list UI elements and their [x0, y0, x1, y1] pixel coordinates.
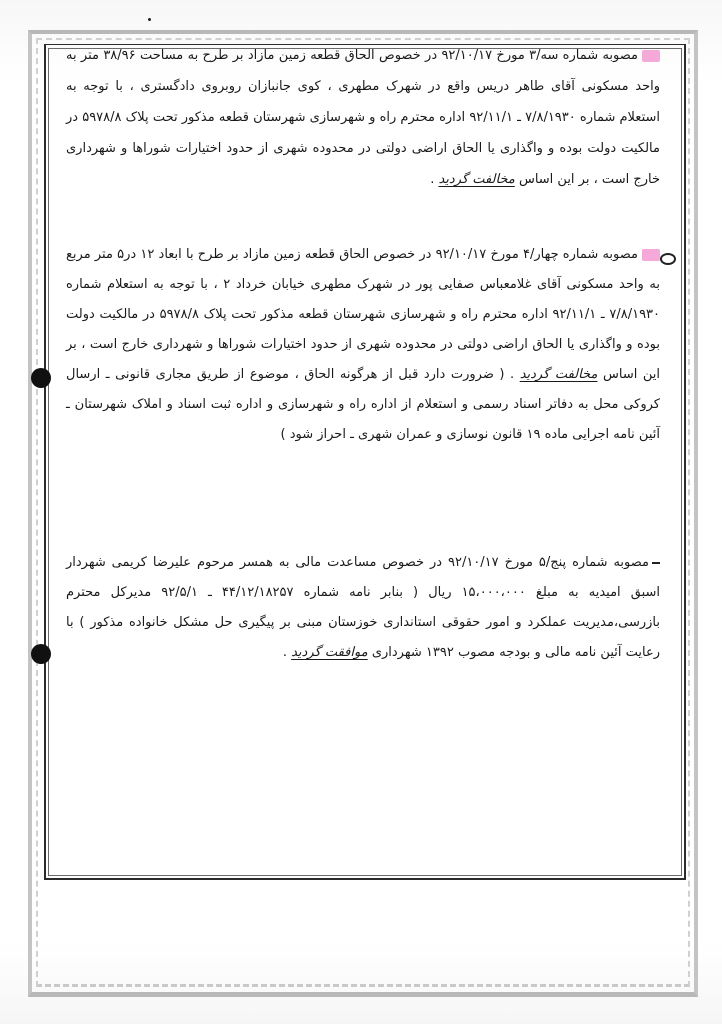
- resolution-text: مصوبه شماره سه/۳ مورخ ۹۲/۱۰/۱۷ در خصوص الحاق قطعه زمین مازاد بر طرح به مساحت ۳۸/۹۶ متر به واحد مسکونی آقای طاهر دریس واقع در شهرک مطهری ، کوی جانبازان روبروی دادگستری ، با توجه به استعلام شماره ۷/۸/۱۹۳۰ ـ ۹۲/۱۱/۱ اداره محترم راه و شهرسازی شهرستان قطعه مذکور تحت پلاک ۵۹۷۸/۸ در مالکیت دولت بوده و واگذاری یا الحاق اراضی دولتی در محدوده شهری از حدود اختیارات شوراها و شهرداری خارج است ، بر این اساس: [66, 48, 661, 187]
- handwritten-circle-mark: [660, 253, 676, 265]
- decision-label: مخالفت گردید: [519, 367, 598, 382]
- resolution-tail: .: [430, 172, 439, 187]
- resolution-text: مصوبه شماره پنج/۵ مورخ ۹۲/۱۰/۱۷ در خصوص مساعدت مالی به همسر مرحوم علیرضا کریمی شهردار اسبق امیدیه به مبلغ ۱۵،۰۰۰،۰۰۰ ریال ( بنابر نامه شماره ۴۴/۱۲/۱۸۲۵۷ ـ ۹۲/۵/۱ مدیرکل محترم بازرسی،مدیریت عملکرد و امور حقوقی استانداری خوزستان مبنی بر پیگیری حل مشکل خانواده مذکور ) با رعایت آئین نامه مالی و بودجه مصوب ۱۳۹۲ شهرداری: [66, 555, 660, 660]
- resolution-paragraph-4: [66, 240, 660, 450]
- resolution-text: مصوبه شماره چهار/۴ مورخ ۹۲/۱۰/۱۷ در خصوص الحاق قطعه زمین مازاد بر طرح با ابعاد ۱۲ در۵ متر مربع به واحد مسکونی آقای غلامعباس صفایی پور در شهرک مطهری خیابان خرداد ۲ ، با توجه به استعلام شماره ۷/۸/۱۹۳۰ ـ ۹۲/۱۱/۱ اداره محترم راه و شهرسازی شهرستان قطعه مذکور تحت پلاک ۵۹۷۸/۸ در مالکیت دولت بوده و واگذاری یا الحاق اراضی دولتی در محدوده شهری از حدود اختیارات شوراها و شهرداری خارج است ، بر این اساس: [66, 247, 661, 382]
- bullet-dash: [652, 562, 660, 564]
- pink-highlight-marker: [642, 249, 660, 261]
- pink-highlight-marker: [642, 50, 660, 62]
- scan-speck: [148, 18, 151, 21]
- resolution-tail: .: [282, 645, 292, 660]
- punch-hole: [31, 644, 51, 664]
- punch-hole: [31, 368, 51, 388]
- resolution-tail: . ( ضرورت دارد قبل از هرگونه الحاق ، موضوع از طریق مجاری قانونی ـ ارسال کروکی محل به دفاتر اسناد رسمی و استعلام از اداره راه و شهرسازی و اداره ثبت اسناد و املاک شهرستان ـ آئین نامه اجرایی ماده ۱۹ قانون نوسازی و عمران شهری ـ احراز شود ): [66, 367, 660, 442]
- decision-label: موافقت گردید: [291, 645, 368, 660]
- resolution-paragraph-3: [66, 40, 660, 195]
- resolution-paragraph-5: [66, 548, 660, 668]
- decision-label: مخالفت گردید: [438, 172, 515, 187]
